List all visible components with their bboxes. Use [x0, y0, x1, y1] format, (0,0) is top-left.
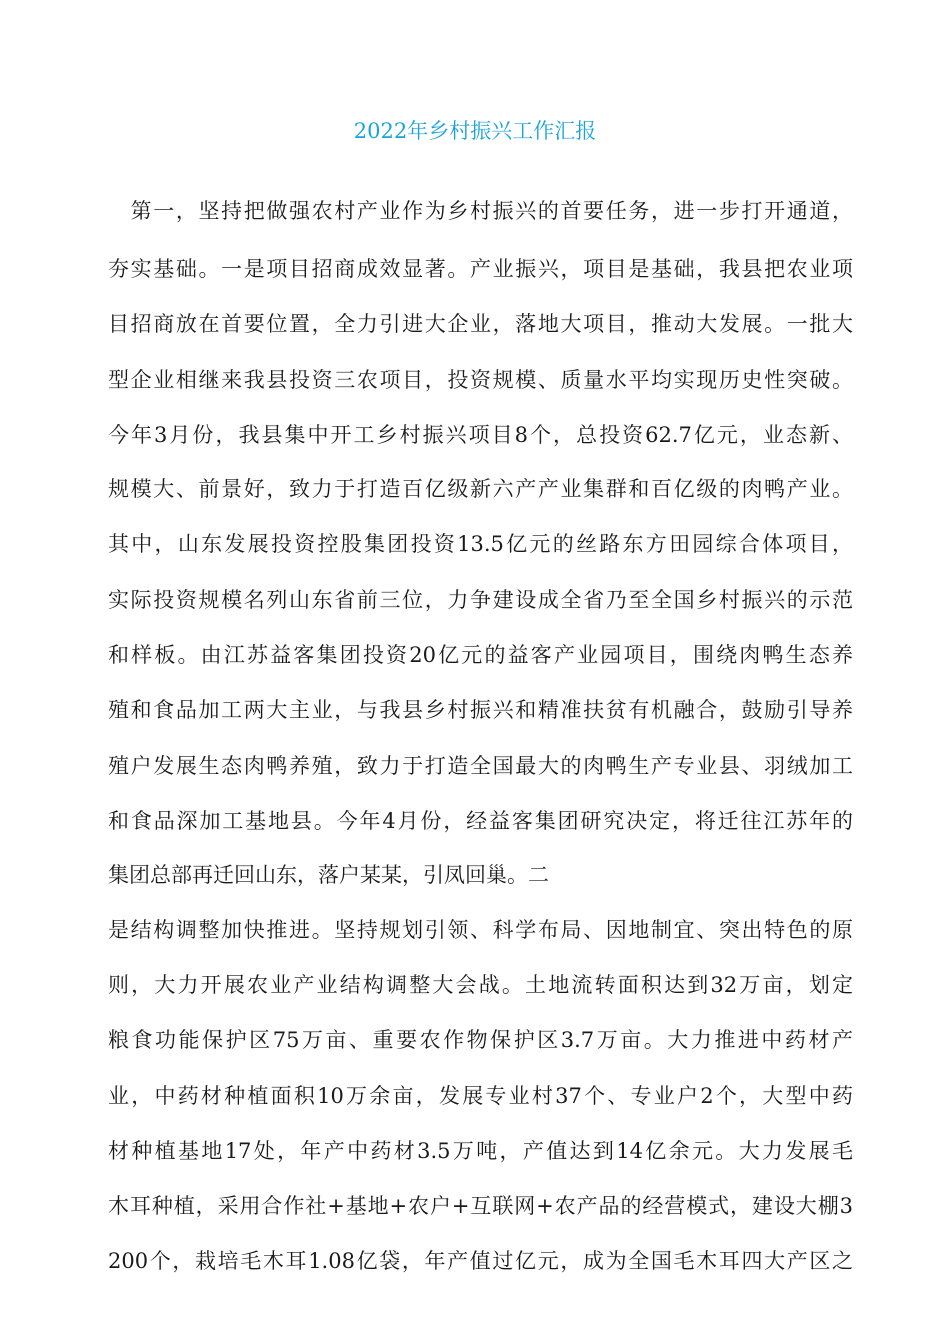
body-text-line: 则，大力开展农业产业结构调整大会战。土地流转面积达到32万亩，划定 [108, 973, 853, 997]
body-text-line: 材种植基地17处，年产中药材3.5万吨，产值达到14亿余元。大力发展毛 [108, 1139, 853, 1163]
body-text-line: 殖和食品加工两大主业，与我县乡村振兴和精准扶贫有机融合，鼓励引导养 [108, 698, 853, 722]
body-text-line: 和样板。由江苏益客集团投资20亿元的益客产业园项目，围绕肉鸭生态养 [108, 643, 853, 667]
body-text-line: 是结构调整加快推进。坚持规划引领、科学布局、因地制宜、突出特色的原 [108, 918, 853, 942]
body-text-line: 集团总部再迁回山东，落户某某，引凤回巢。二 [108, 863, 549, 887]
body-text-line: 夯实基础。一是项目招商成效显著。产业振兴，项目是基础，我县把农业项 [108, 257, 853, 281]
body-text-line: 规模大、前景好，致力于打造百亿级新六产产业集群和百亿级的肉鸭产业。 [108, 477, 853, 501]
document-title: 2022年乡村振兴工作汇报 [353, 119, 597, 143]
body-text-line: 今年3月份，我县集中开工乡村振兴项目8个，总投资62.7亿元，业态新、 [108, 423, 853, 447]
body-text-line: 实际投资规模名列山东省前三位，力争建设成全省乃至全国乡村振兴的示范 [108, 588, 853, 612]
body-text-line: 业，中药材种植面积10万余亩，发展专业村37个、专业户2个，大型中药 [108, 1084, 853, 1108]
body-text-line: 粮食功能保护区75万亩、重要农作物保护区3.7万亩。大力推进中药材产 [108, 1028, 853, 1052]
body-text-line: 殖户发展生态肉鸭养殖，致力于打造全国最大的肉鸭生产专业县、羽绒加工 [108, 754, 853, 778]
body-text-line: 第一，坚持把做强农村产业作为乡村振兴的首要任务，进一步打开通道， [108, 199, 853, 223]
body-text-line: 型企业相继来我县投资三农项目，投资规模、质量水平均实现历史性突破。 [108, 368, 853, 392]
body-text-line: 其中，山东发展投资控股集团投资13.5亿元的丝路东方田园综合体项目， [108, 532, 853, 556]
body-text-line: 目招商放在首要位置，全力引进大企业，落地大项目，推动大发展。一批大 [108, 312, 853, 336]
body-text-line: 木耳种植，采用合作社+基地+农户+互联网+农产品的经营模式，建设大棚3 [108, 1194, 853, 1218]
body-text-line: 200个，栽培毛木耳1.08亿袋，年产值过亿元，成为全国毛木耳四大产区之 [108, 1249, 853, 1273]
body-text-line: 和食品深加工基地县。今年4月份，经益客集团研究决定，将迁往江苏年的 [108, 809, 853, 833]
